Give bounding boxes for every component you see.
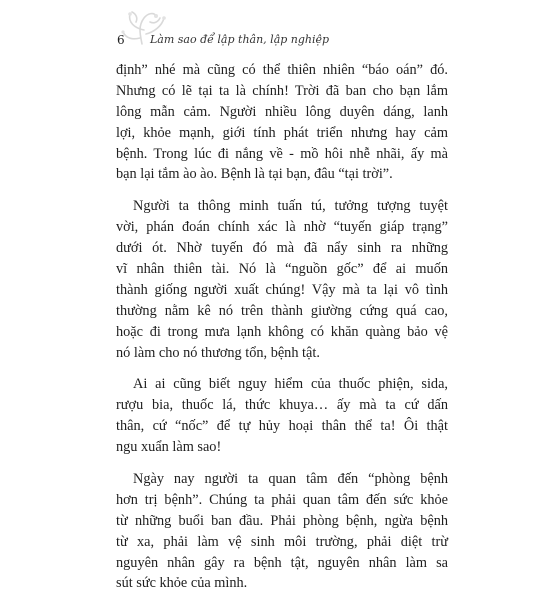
paragraph-3 (116, 374, 448, 458)
text-line: Người ta thông minh tuấn tú, tưởng tượng tuyệt (133, 198, 448, 215)
text-line: bệnh. Trong lúc đi nắng về - mồ hôi nhễ nhãi, ấy mà (116, 145, 448, 162)
text-line: định” nhé mà cũng có thể thiên nhiên “báo oán” đó. (116, 62, 448, 78)
text-line: vĩ nhân thiên tài. Nó là “nguồn gốc” để ai muốn (116, 261, 448, 278)
running-title: Làm sao để lập thân, lập nghiệp (150, 33, 330, 46)
text-line: thân, cứ “nốc” để tự hủy hoại thân thể ta! Ôi thật (116, 418, 448, 435)
text-line: Nhưng có lẽ tại ta là chính! Trời đã ban cho bạn lắm (116, 82, 448, 99)
text-line: lông mẫn cảm. Người nhiều lông duyên dáng, lanh (116, 103, 448, 120)
page-number: 6 (117, 33, 125, 47)
text-line: nguyên nhân gây ra bệnh tật, nguyên nhân làm sa (116, 554, 448, 571)
text-line: hoặc đi trong mưa lạnh không có khăn quàng bảo vệ (116, 323, 448, 340)
text-line: từ những buổi ban đầu. Phải phòng bệnh, ngừa bệnh (116, 512, 448, 529)
text-line: từ xa, phải làm vệ sinh môi trường, phải diệt trừ (116, 533, 448, 550)
text-line: sút sức khỏe của mình. (116, 575, 248, 592)
text-line: Ngày nay người ta quan tâm đến “phòng bệnh (133, 471, 448, 488)
paragraph-4 (116, 469, 448, 594)
text-line: thường nằm kê nó trên thành giường cứng quá cao, (116, 302, 448, 319)
text-line: Ai ai cũng biết nguy hiểm của thuốc phiện, sida, (133, 376, 448, 393)
text-line: thành giống người xuất chúng! Vậy mà ta lại vô tình (116, 281, 448, 298)
body-text (116, 60, 448, 594)
text-line: nó làm cho nó thương tổn, bệnh tật. (116, 344, 320, 361)
text-line: lợi, khỏe mạnh, giới tính phát triển nhưng hay cảm (116, 124, 448, 141)
text-line: bạn lại tắm ào ào. Bệnh là tại bạn, đâu “tại trời”. (116, 166, 393, 183)
text-line: ngu xuẩn làm sao! (116, 439, 222, 456)
text-line: vời, phán đoán chính xác là nhờ “tuyến giáp trạng” (116, 219, 448, 236)
paragraph-1 (116, 60, 448, 185)
text-line: dưới ót. Nhờ tuyến đó mà đã nẩy sinh ra những (116, 240, 448, 257)
text-line: hơn trị bệnh”. Chúng ta phải quan tâm đến sức khỏe (116, 491, 448, 508)
text-line: rượu bia, thuốc lá, thức khuya… ấy mà ta cứ dấn (116, 397, 448, 414)
paragraph-2 (116, 196, 448, 363)
